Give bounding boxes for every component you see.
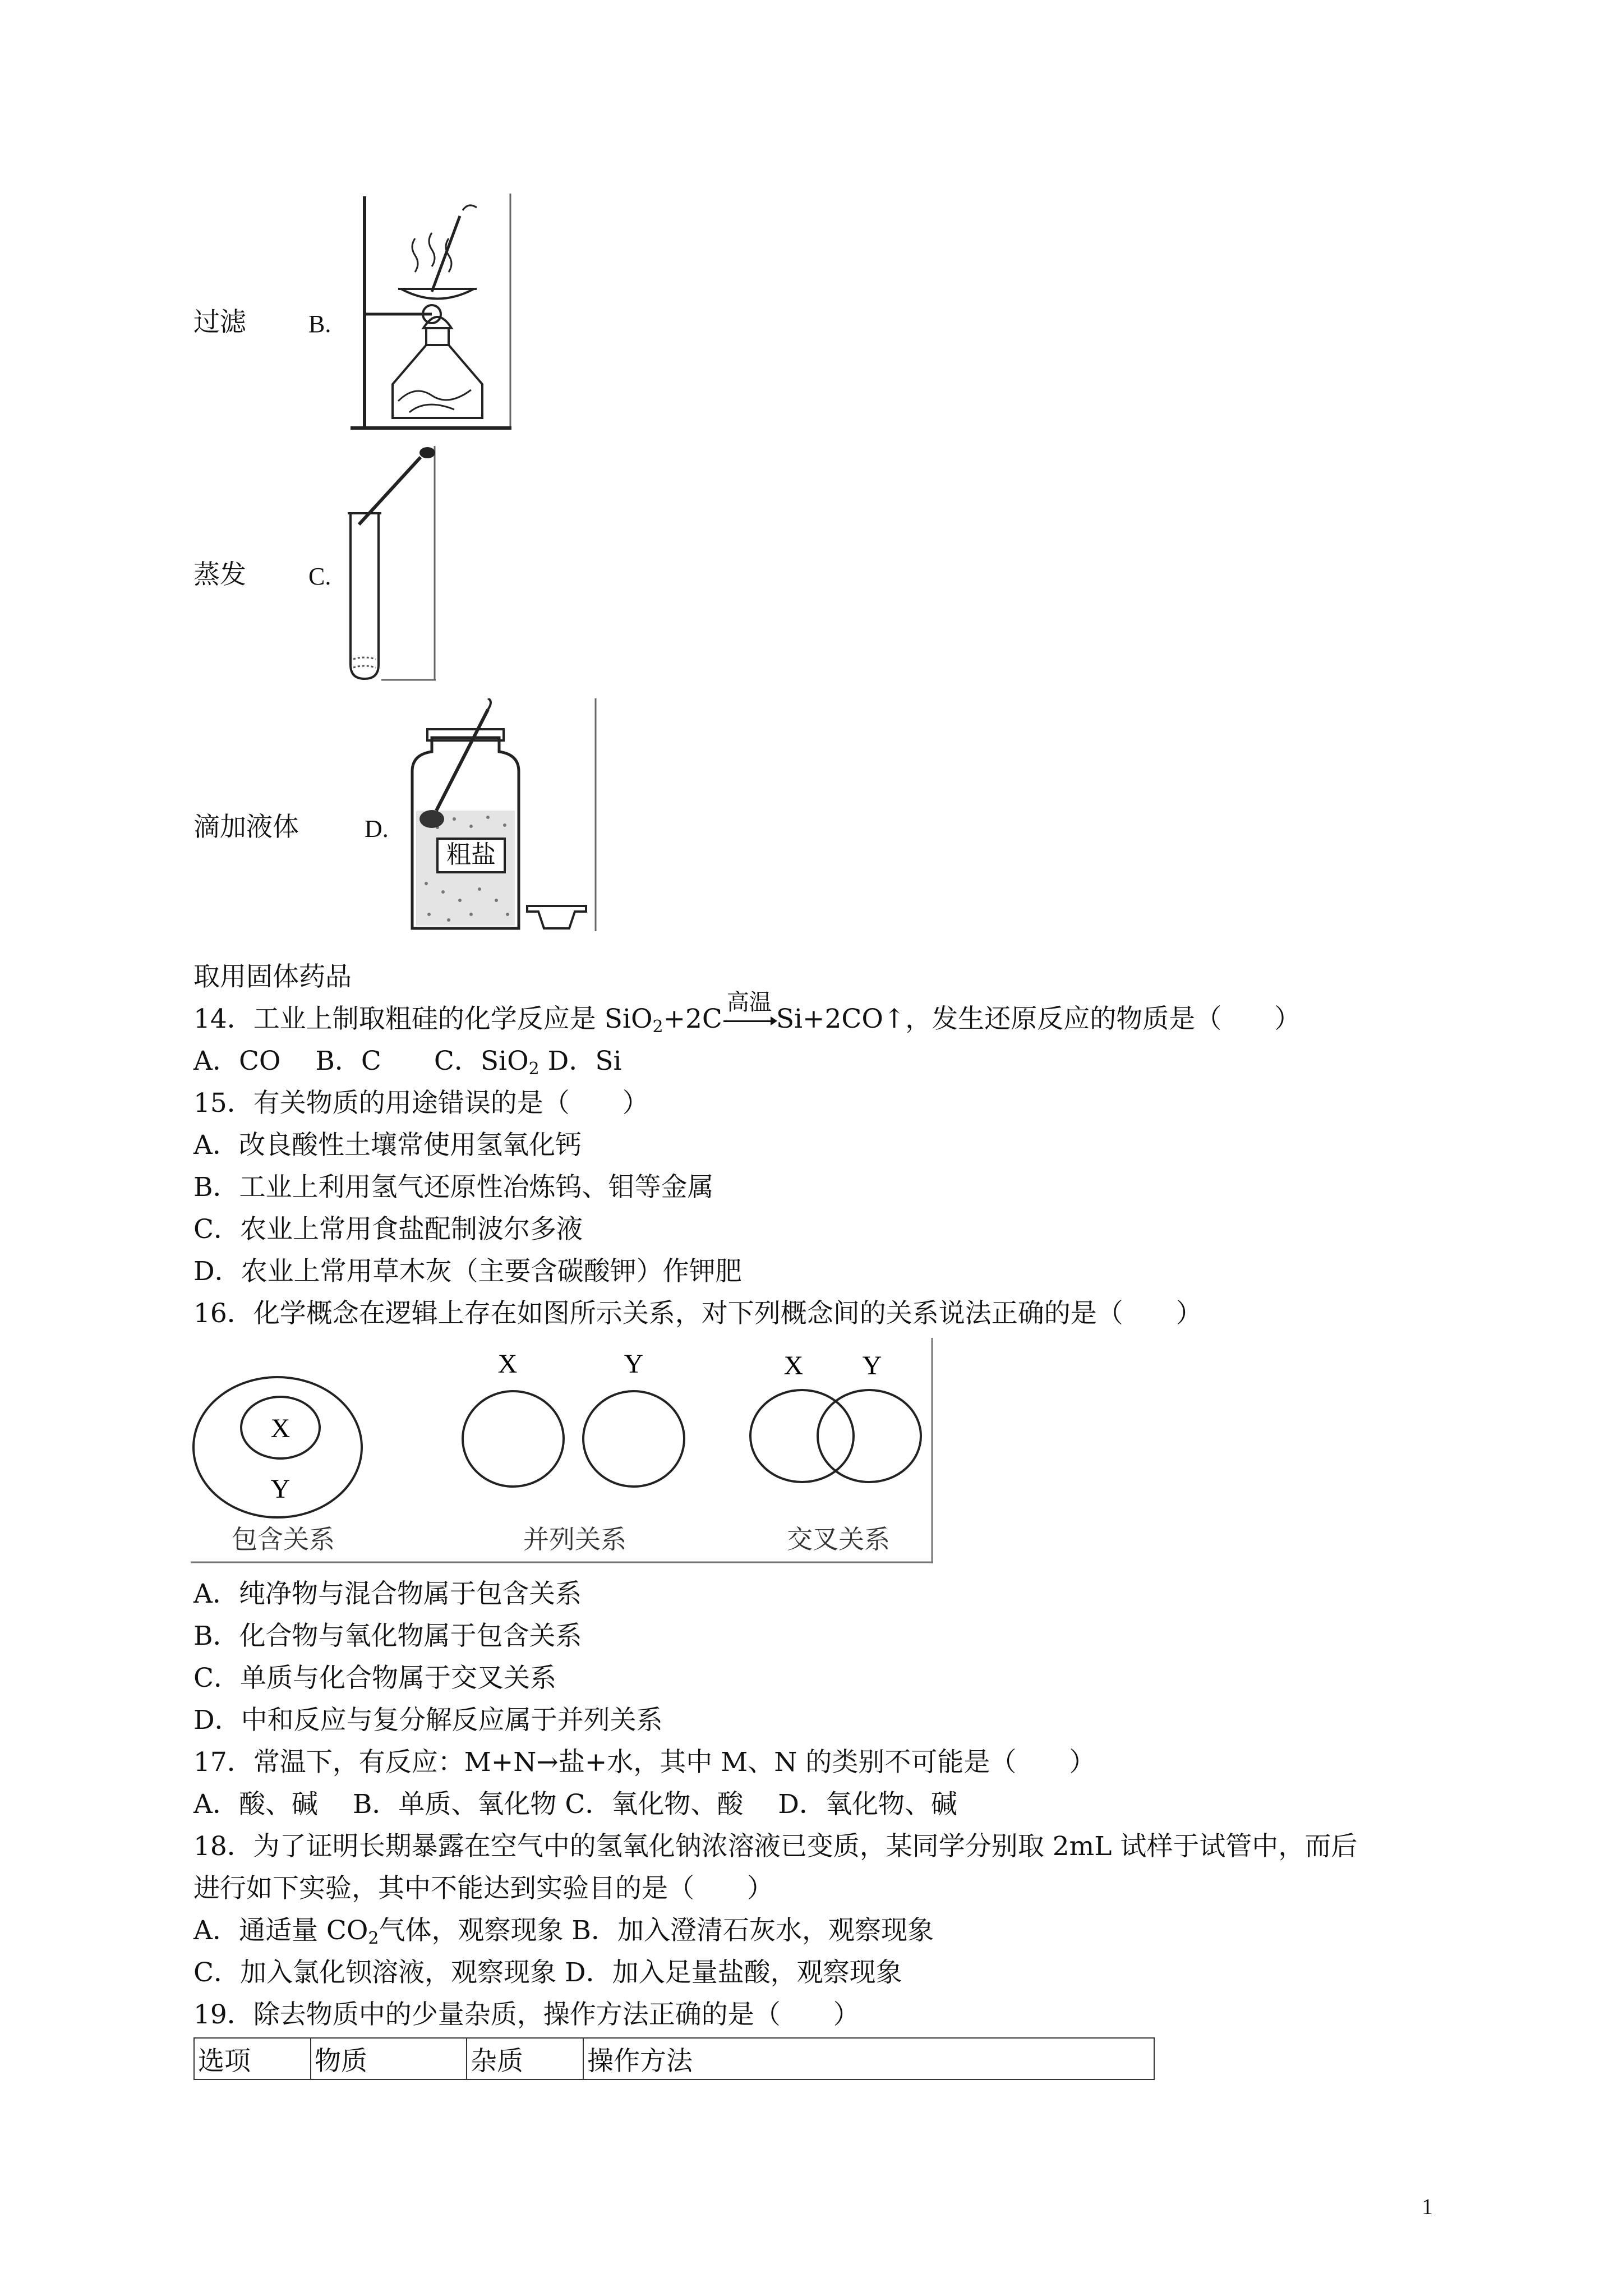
- parallel-y-label: Y: [624, 1349, 644, 1379]
- outer-circle-y-label: Y: [270, 1474, 291, 1504]
- table-header-row: [194, 2038, 1154, 2079]
- q14-options: A．CO B．C C．SiO$_2$ D．Si: [193, 1046, 622, 1079]
- intersect-caption: 交叉关系: [787, 1525, 890, 1554]
- q16-option-d: D．中和反应与复分解反应属于并列关系: [193, 1705, 663, 1736]
- evaporation-apparatus-figure: [348, 194, 516, 432]
- option-d-letter: D.: [365, 815, 389, 843]
- table-header-cell: 选项: [194, 2038, 311, 2079]
- option-b-letter: B.: [308, 310, 331, 338]
- q15-option-d: D．农业上常用草木灰（主要含碳酸钾）作钾肥: [193, 1256, 742, 1287]
- q16-option-b: B．化合物与氧化物属于包含关系: [193, 1621, 582, 1651]
- option-c-caption: 蒸发: [193, 559, 246, 590]
- q18-options-line1: A．通适量 $CO_2$气体，观察现象 B．加入澄清石灰水，观察现象: [193, 1915, 934, 1948]
- containment-caption: 包含关系: [232, 1525, 335, 1554]
- q19-options-table: [193, 2037, 1155, 2080]
- table-header-cell: 操作方法: [583, 2038, 1154, 2079]
- q16-option-c: C．单质与化合物属于交叉关系: [193, 1663, 556, 1694]
- intersect-y-label: Y: [862, 1351, 882, 1381]
- table-header-cell: 杂质: [467, 2038, 583, 2079]
- q15-option-c: C．农业上常用食盐配制波尔多液: [193, 1214, 583, 1245]
- q18-stem-line2: 进行如下实验，其中不能达到实验目的是（ ）: [193, 1873, 773, 1904]
- q19-stem: 19．除去物质中的少量杂质，操作方法正确的是（ ）: [193, 1999, 860, 2030]
- table-header-cell: 物质: [311, 2038, 467, 2079]
- q14-stem: 14．工业上制取粗硅的化学反应是 SiO$_2$+2C 高温 Si+2CO↑，发生还原反应的物质是（ ）: [193, 1002, 1301, 1044]
- q15-stem: 15．有关物质的用途错误的是（ ）: [193, 1088, 649, 1119]
- reaction-condition: 高温: [726, 990, 772, 1015]
- bottle-label-text: 粗盐: [446, 841, 496, 868]
- q17-options: A．酸、碱 B．单质、氧化物 C．氧化物、酸 D．氧化物、碱: [193, 1789, 957, 1820]
- page-number: 1: [1422, 2194, 1433, 2219]
- test-tube-dropper-figure: [348, 446, 440, 682]
- inner-circle-x-label: X: [270, 1414, 291, 1443]
- option-a-trailing-caption: 取用固体药品: [193, 961, 352, 992]
- q17-stem: 17．常温下，有反应：M+N→盐+水，其中 M、N 的类别不可能是（ ）: [193, 1747, 1096, 1778]
- q15-option-b: B．工业上利用氢气还原性冶炼钨、钼等金属: [193, 1172, 714, 1203]
- option-b-caption: 过滤: [193, 307, 246, 338]
- intersect-x-label: X: [783, 1351, 804, 1381]
- reagent-bottle-figure: [404, 698, 600, 934]
- reaction-arrow: [723, 1020, 775, 1022]
- option-d-caption: 滴加液体: [193, 812, 299, 843]
- q18-options-line2: C．加入氯化钡溶液，观察现象 D．加入足量盐酸，观察现象: [193, 1957, 902, 1988]
- concept-relationship-diagram: [191, 1338, 937, 1565]
- parallel-x-label: X: [497, 1349, 518, 1379]
- q15-option-a: A．改良酸性土壤常使用氢氧化钙: [193, 1130, 582, 1161]
- q16-stem: 16．化学概念在逻辑上存在如图所示关系，对下列概念间的关系说法正确的是（ ）: [193, 1298, 1202, 1329]
- q16-option-a: A．纯净物与混合物属于包含关系: [193, 1579, 582, 1609]
- option-c-letter: C.: [308, 563, 331, 590]
- q18-stem-line1: 18．为了证明长期暴露在空气中的氢氧化钠浓溶液已变质，某同学分别取 2mL 试样于试管中，而后: [193, 1831, 1358, 1862]
- parallel-caption: 并列关系: [523, 1525, 626, 1554]
